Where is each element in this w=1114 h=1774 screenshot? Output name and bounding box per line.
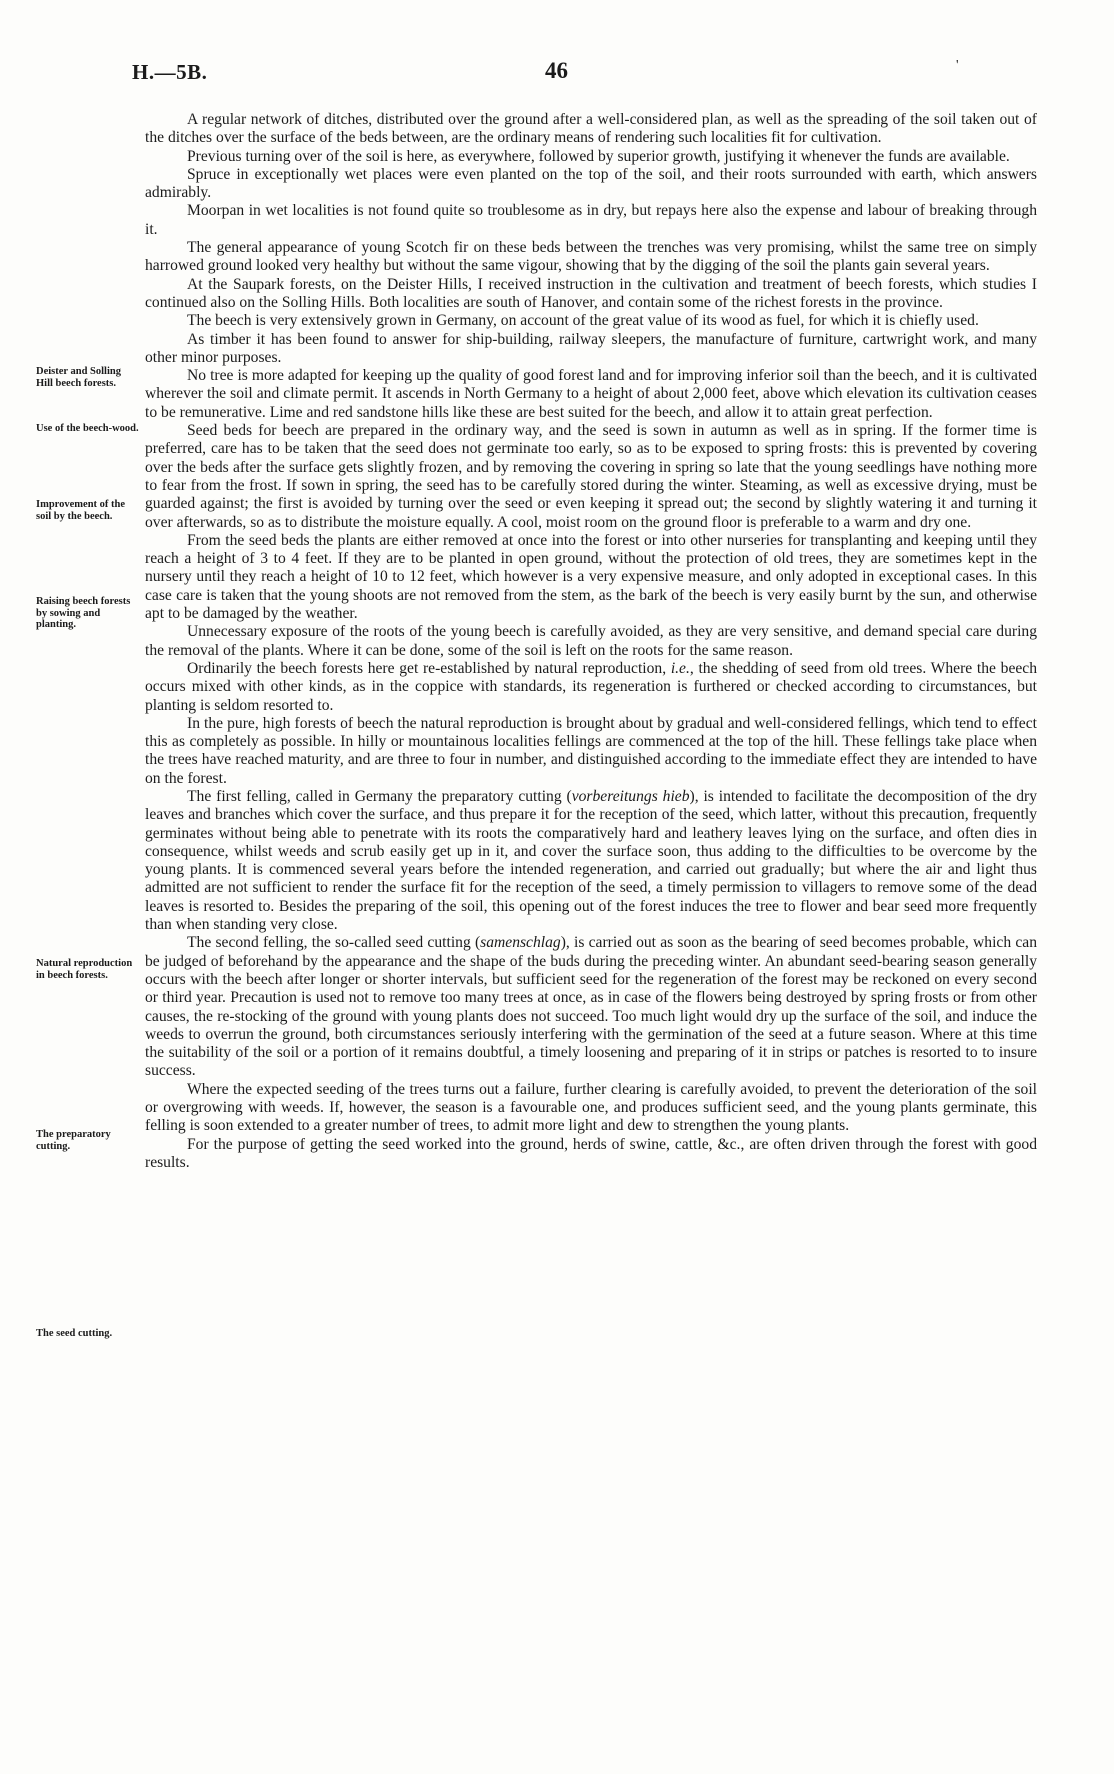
margin-note-deister: Deister and Solling Hill beech forests. — [36, 366, 121, 389]
paragraph: At the Saupark forests, on the Deister Hills, I received instruction in the cultivation and treatment of beech forests, which studies I continued also on the Solling Hills. Both localities are south of Hanover, and contain some of the richest forests in the province. — [145, 275, 1037, 311]
margin-note-natural-reproduction: Natural reproduction in beech forests. — [36, 958, 133, 981]
text-run: Ordinarily the beech forests here get re-established by natural reproduction, — [187, 659, 671, 677]
series-code: H.—5B. — [132, 60, 208, 84]
paragraph: Unnecessary exposure of the roots of the young beech is carefully avoided, as they are very sensitive, and demand special care during the removal of the plants. Where it can be done, some of the soil is left on the roots for the same reason. — [145, 623, 1037, 659]
margin-note-seed-cutting: The seed cutting. — [36, 1328, 113, 1339]
italic-term: samenschlag — [480, 934, 561, 952]
italic-term: vorbereitungs hieb — [571, 787, 690, 805]
page-number: 46 — [545, 58, 568, 83]
margin-note-preparatory-cutting: The preparatory cutting. — [36, 1129, 111, 1152]
italic-term: i.e. — [670, 659, 690, 677]
paragraph — [145, 660, 1037, 715]
paragraph: Previous turning over of the soil is here, as everywhere, followed by superior growth, justifying it whenever the funds are available. — [187, 147, 1010, 165]
paragraph: A regular network of ditches, distributed over the ground after a well-considered plan, as well as the spreading of the soil taken out of the ditches over the surface of the beds between, are the ordinary means of rendering such localities fit for cultivation. — [145, 111, 1037, 147]
paragraph: Seed beds for beech are prepared in the ordinary way, and the seed is sown in autumn as well as in spring. If the former time is preferred, care has to be taken that the seed does not germinate too early, so as to be exposed to spring frosts: this is prevented by covering over the beds after the surface gets slightly frozen, and by removing the covering in spring so late that the young seedlings have nothing more to fear from the frost. If sown in spring, the seed has to be carefully stored during the winter. Steaming, as well as excessive drying, must be guarded against; the first is avoided by turning over the seed or even keeping it spread out; the second by slightly watering it and turning it over afterwards, so as to distribute the moisture equally. A cool, moist room on the ground floor is preferable to a warm and dry one. — [145, 422, 1037, 531]
paragraph: The beech is very extensively grown in Germany, on account of the great value of its wood as fuel, for which it is chiefly used. — [187, 312, 979, 330]
paragraph: No tree is more adapted for keeping up the quality of good forest land and for improving inferior soil than the beech, and it is cultivated wherever the soil and climate permit. It ascends in North Germany to a height of about 2,000 feet, above which elevation its cultivation ceases to be remunerative. Lime and red sandstone hills like these are best suited for the beech, and allow it to attain great perfection. — [145, 367, 1037, 421]
margin-note-use-of-beech: Use of the beech-wood. — [36, 423, 139, 434]
paragraph — [145, 934, 1037, 1080]
paragraph — [145, 788, 1037, 934]
paragraph: As timber it has been found to answer for ship-building, railway sleepers, the manufacture of furniture, cartwright work, and many other minor purposes. — [145, 330, 1037, 366]
text-run: ), is carried out as soon as the bearing of seed becomes probable, which can be judged of beforehand by the appearance and the shape of the buds during the preceding winter. An abundant seed-bearing season generally occurs with the beech after longer or shorter intervals, but sufficient seed for the regeneration of the forest may be reckoned on every second or third year. Precaution is used not to remove too many trees at once, as in case of the flowers being destroyed by spring frosts or from other causes, the re-stocking of the ground with young plants does not succeed. Too much light would dry up the surface of the soil, and induce the weeds to overrun the ground, both circumstances seriously interfering with the germination of the seed at a future season. Where at this time the suitability of the soil or a portion of it remains doubtful, a timely loosening and preparing of it in strips or patches is resorted to to insure success. — [145, 934, 1037, 1080]
paragraph: Moorpan in wet localities is not found quite so troublesome as in dry, but repays here also the expense and labour of breaking through it. — [145, 202, 1037, 238]
paragraph: In the pure, high forests of beech the natural reproduction is brought about by gradual and well-considered fellings, which tend to effect this as completely as possible. In hilly or mountainous localities fellings are commenced at the top of the hill. These fellings take place when the trees have reached maturity, and are three to four in number, and distinguished according to the immediate effect they are intended to have on the forest. — [145, 714, 1037, 787]
paragraph: Where the expected seeding of the trees turns out a failure, further clearing is carefully avoided, to prevent the deterioration of the soil or overgrowing with weeds. If, however, the season is a favourable one, and produces sufficient seed, and the young plants germinate, this felling is soon extended to a greater number of trees, to admit more light and dew to strengthen the young plants. — [145, 1080, 1037, 1135]
paragraph: For the purpose of getting the seed worked into the ground, herds of swine, cattle, &c., are often driven through the forest with good results. — [145, 1135, 1037, 1171]
text-run: , the shedding of seed from old trees. Where the beech occurs mixed with other kinds, as in the coppice with standards, its regeneration is furthered or checked according to circumstances, but planting is seldom resorted to. — [145, 659, 1037, 714]
paragraph: From the seed beds the plants are either removed at once into the forest or into other nurseries for transplanting and keeping until they reach a height of 3 to 4 feet. If they are to be planted in open ground, without the protection of old trees, they are sometimes kept in the nursery until they reach a height of 10 to 12 feet, which however is a very expensive measure, and only adopted in exceptional cases. In this case care is taken that the young shoots are not removed from the stem, as the bark of the beech is very easily burnt by the sun, and otherwise apt to be damaged by the weather. — [145, 531, 1037, 623]
margin-note-improvement: Improvement of the soil by the beech. — [36, 499, 126, 522]
text-run: The second felling, the so-called seed cutting ( — [187, 934, 481, 952]
body-text — [145, 111, 1037, 1172]
paragraph: The general appearance of young Scotch fir on these beds between the trenches was very promising, whilst the same tree on simply harrowed ground looked very healthy but without the same vigour, showing that by the digging of the soil the plants gain several years. — [145, 239, 1037, 275]
corner-mark: ' — [956, 58, 959, 73]
paragraph: Spruce in exceptionally wet places were even planted on the top of the soil, and their roots surrounded with earth, which answers admirably. — [145, 165, 1037, 202]
margin-note-raising: Raising beech forests by sowing and planting. — [36, 596, 131, 630]
text-run: The first felling, called in Germany the preparatory cutting ( — [187, 787, 572, 805]
text-run: ), is intended to facilitate the decomposition of the dry leaves and branches which cover the surface, and thus prepare it for the reception of the seed, which latter, without this precaution, frequently germinates without being able to penetrate with its roots the comparatively hard and leathery leaves lying on the surface, and often dies in consequence, whilst weeds and scrub easily get up in it, and cover the surface soon, thus adding to the difficulties to be overcome by the young plants. It is commenced several years before the intended regeneration, and carried out gradually; but where the air and light thus admitted are not sufficient to render the surface fit for the reception of the seed, a timely permission to villagers to remove some of the dead leaves is resorted to. Besides the preparing of the soil, this opening out of the forest induces the tree to flower and bear seed more frequently than when standing very close. — [145, 787, 1038, 934]
